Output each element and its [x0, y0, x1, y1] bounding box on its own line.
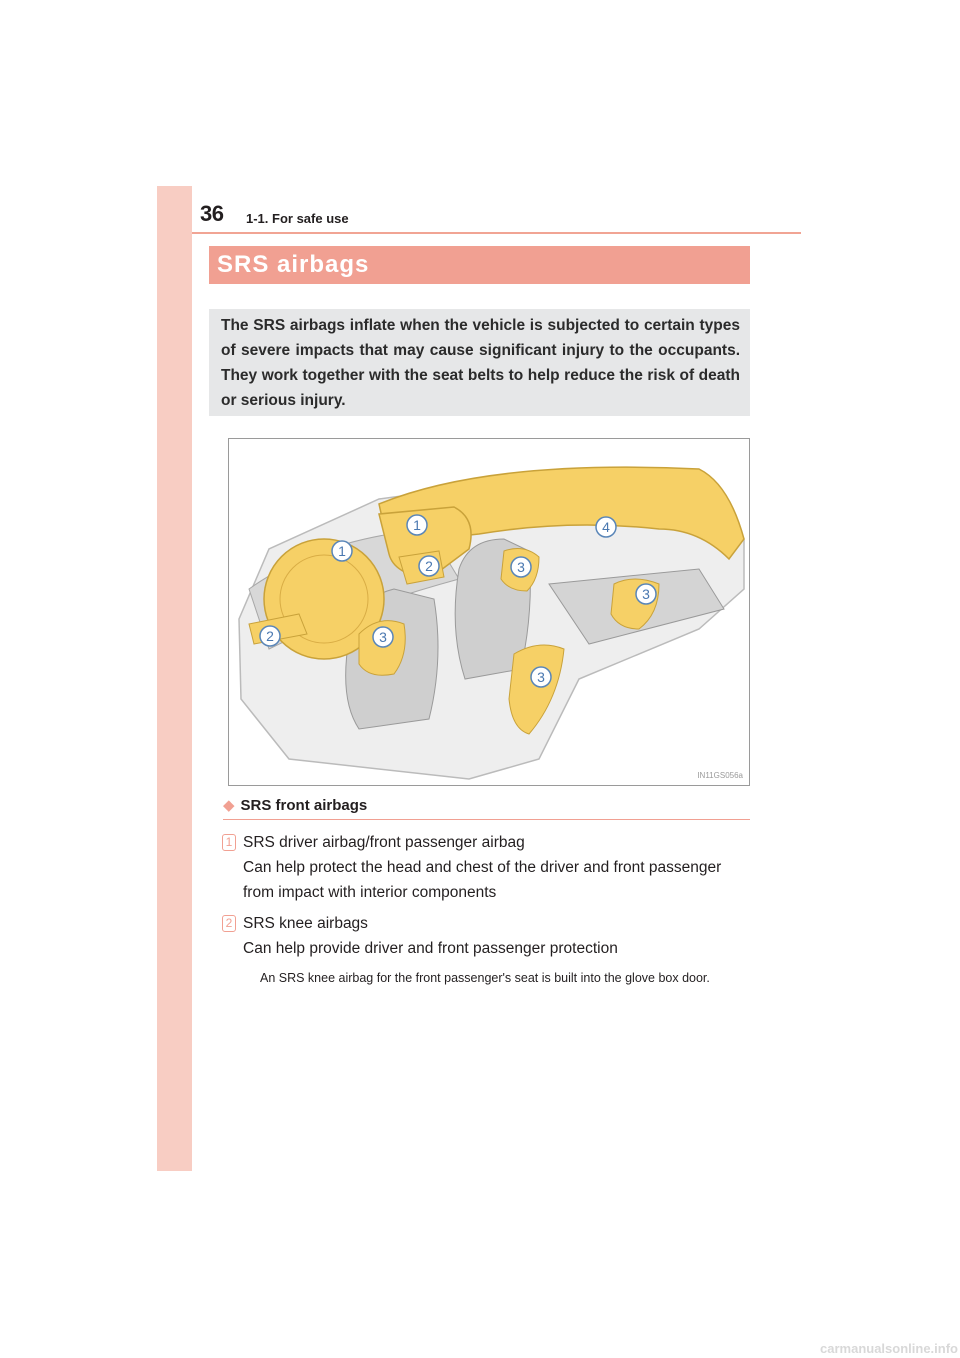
- page-title: SRS airbags: [217, 251, 370, 278]
- diamond-icon: ◆: [223, 797, 235, 814]
- svg-text:1: 1: [413, 517, 421, 533]
- header-rule: [192, 232, 801, 234]
- svg-text:4: 4: [602, 519, 610, 535]
- item-2-desc-line1: Can help provide driver and front passenger protection: [243, 940, 618, 957]
- callout-3-passenger-side: [511, 557, 531, 577]
- callout-2-driver: [260, 626, 280, 646]
- section-label: 1-1. For safe use: [246, 211, 349, 226]
- svg-text:3: 3: [517, 559, 525, 575]
- title-bar: [209, 246, 750, 284]
- item-2-badge: 2: [222, 915, 236, 932]
- svg-text:2: 2: [425, 558, 433, 574]
- section-heading-text: SRS front airbags: [240, 796, 368, 814]
- svg-text:3: 3: [642, 586, 650, 602]
- callout-1-driver: [332, 541, 352, 561]
- svg-text:2: 2: [266, 628, 274, 644]
- svg-text:3: 3: [379, 629, 387, 645]
- svg-text:1: 1: [338, 543, 346, 559]
- item-1-desc-line1: Can help protect the head and chest of the driver and front passenger: [243, 859, 722, 876]
- svg-text:3: 3: [537, 669, 545, 685]
- item-1-badge: 1: [222, 834, 236, 851]
- callout-3-driver-side: [373, 627, 393, 647]
- callout-3-rear-side: [636, 584, 656, 604]
- section-rule: [223, 819, 750, 820]
- item-1-desc-line2: from impact with interior components: [243, 884, 497, 901]
- item-2-title: SRS knee airbags: [243, 915, 368, 932]
- callout-2-passenger: [419, 556, 439, 576]
- watermark: carmanualsonline.info: [820, 1341, 958, 1356]
- callout-4-curtain: [596, 517, 616, 537]
- car-interior-drawing: [229, 439, 749, 785]
- section-heading: [223, 796, 367, 814]
- note-text: An SRS knee airbag for the front passenger's seat is built into the glove box door.: [260, 971, 710, 985]
- intro-box: [209, 309, 750, 416]
- item-1-title: SRS driver airbag/front passenger airbag: [243, 834, 525, 851]
- side-band: [157, 186, 192, 1171]
- callout-1-passenger: [407, 515, 427, 535]
- page-number: 36: [200, 201, 224, 226]
- intro-text: The SRS airbags inflate when the vehicle is subjected to certain types of severe impacts that may cause significant injury to the occupants. They work together with the seat belts to help reduce the risk of death or serious injury.: [221, 317, 740, 409]
- figure-code: IN11GS056a: [697, 771, 743, 780]
- callout-3-rear-lower: [531, 667, 551, 687]
- airbag-illustration: [228, 438, 750, 786]
